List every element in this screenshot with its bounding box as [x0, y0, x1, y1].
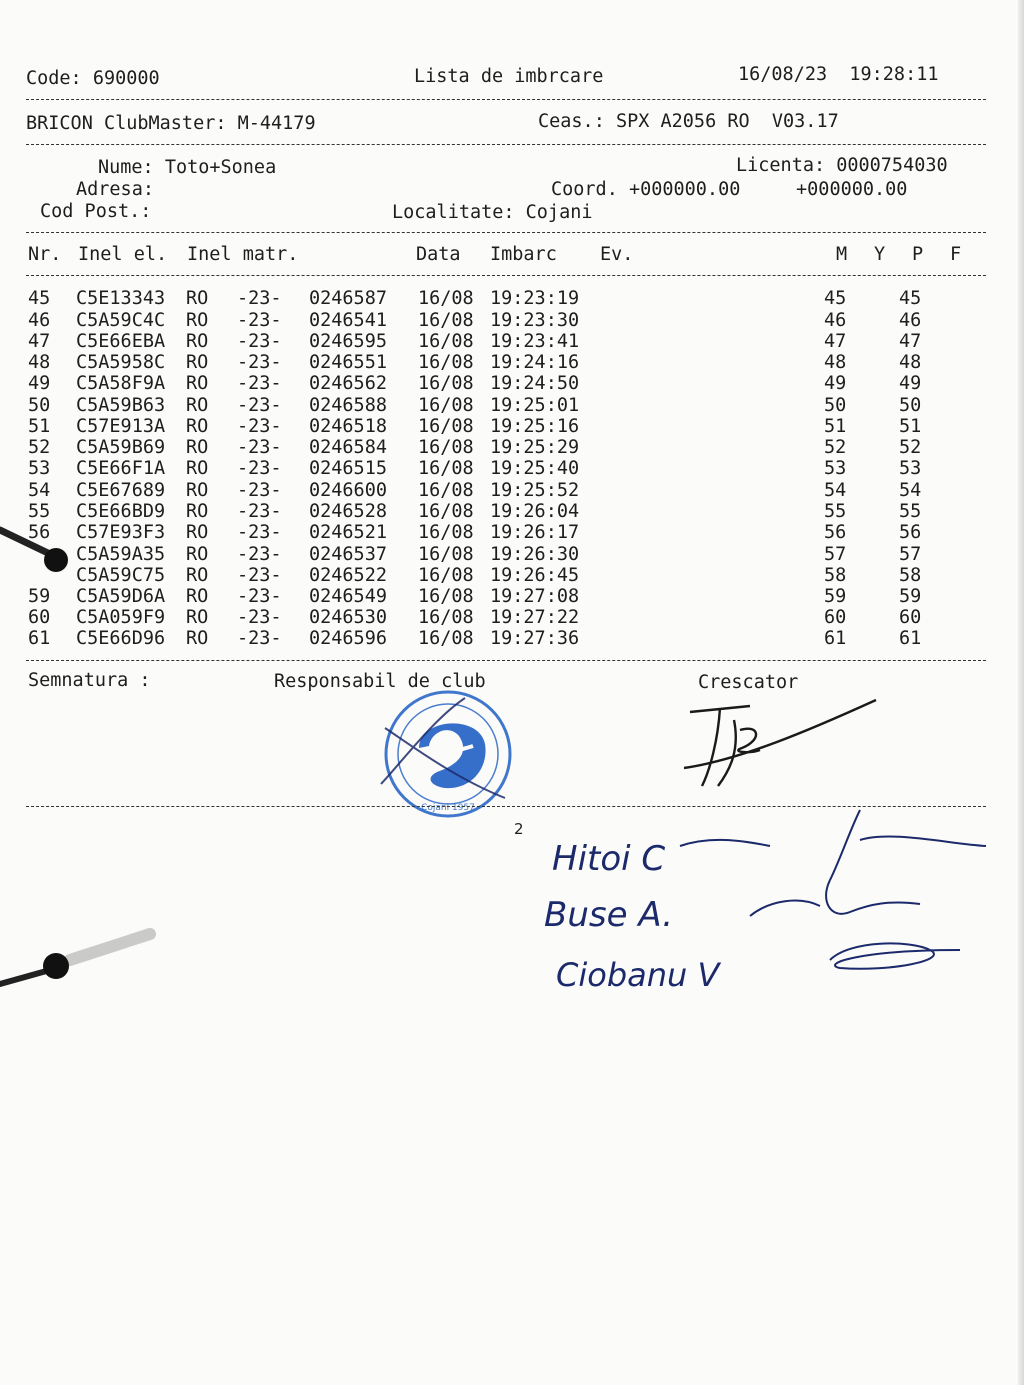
row-country: RO — [186, 480, 209, 501]
row-time: 19:23:41 — [490, 331, 580, 352]
row-time: 19:27:08 — [490, 586, 580, 607]
row-nr: 53 — [28, 458, 51, 479]
row-m: 54 — [824, 480, 847, 501]
col-ev: Ev. — [600, 244, 634, 265]
row-time: 19:24:16 — [490, 352, 580, 373]
row-country: RO — [186, 586, 209, 607]
col-inel-matr: Inel matr. — [187, 244, 299, 265]
row-inel-el: C5E13343 — [76, 288, 166, 309]
row-p: 51 — [899, 416, 922, 437]
row-date: 16/08 — [418, 607, 474, 628]
table-row — [28, 522, 988, 543]
postal-code-label: Cod Post.: — [40, 201, 152, 222]
row-inel-matr: 0246528 — [309, 501, 387, 522]
signature-label: Semnatura : — [28, 670, 151, 691]
row-inel-el: C5A59C75 — [76, 565, 166, 586]
col-p: P — [912, 244, 924, 265]
clubmaster-id: BRICON ClubMaster: M-44179 — [26, 113, 316, 134]
row-nr: 55 — [28, 501, 51, 522]
table-row — [28, 607, 988, 628]
row-inel-el: C5A59B63 — [76, 395, 166, 416]
document-title: Lista de imbrcare — [414, 66, 604, 87]
row-m: 48 — [824, 352, 847, 373]
handwritten-witness-signatures — [530, 800, 990, 1010]
row-inel-el: C5A59B69 — [76, 437, 166, 458]
row-inel-el: C5A59D6A — [76, 586, 166, 607]
row-date: 16/08 — [418, 544, 474, 565]
row-inel-el: C5A5958C — [76, 352, 166, 373]
row-inel-matr: 0246587 — [309, 288, 387, 309]
row-p: 47 — [899, 331, 922, 352]
row-time: 19:26:45 — [490, 565, 580, 586]
table-row — [28, 310, 988, 331]
pen-tip-shadow — [0, 920, 160, 1000]
clock-id: Ceas.: SPX A2056 RO V03.17 — [538, 111, 839, 132]
row-time: 19:25:40 — [490, 458, 580, 479]
row-inel-matr: 0246549 — [309, 586, 387, 607]
row-inel-matr: 0246600 — [309, 480, 387, 501]
row-year: -23- — [237, 480, 282, 501]
row-m: 47 — [824, 331, 847, 352]
row-inel-matr: 0246596 — [309, 628, 387, 649]
row-nr: 54 — [28, 480, 51, 501]
row-country: RO — [186, 310, 209, 331]
row-year: -23- — [237, 352, 282, 373]
handwritten-name-2: Buse A. — [544, 895, 674, 935]
col-inel-el: Inel el. — [78, 244, 168, 265]
table-row — [28, 565, 988, 586]
row-date: 16/08 — [418, 458, 474, 479]
row-nr: 56 — [28, 522, 51, 543]
row-country: RO — [186, 501, 209, 522]
paper-edge — [1018, 0, 1024, 1385]
row-time: 19:26:30 — [490, 544, 580, 565]
row-date: 16/08 — [418, 288, 474, 309]
row-inel-el: C5A59C4C — [76, 310, 166, 331]
row-m: 55 — [824, 501, 847, 522]
row-date: 16/08 — [418, 480, 474, 501]
row-date: 16/08 — [418, 628, 474, 649]
row-m: 50 — [824, 395, 847, 416]
row-date: 16/08 — [418, 352, 474, 373]
table-row — [28, 352, 988, 373]
row-p: 49 — [899, 373, 922, 394]
row-country: RO — [186, 628, 209, 649]
row-p: 53 — [899, 458, 922, 479]
row-inel-matr: 0246551 — [309, 352, 387, 373]
row-year: -23- — [237, 373, 282, 394]
row-inel-matr: 0246562 — [309, 373, 387, 394]
row-country: RO — [186, 522, 209, 543]
divider — [26, 144, 986, 145]
row-inel-matr: 0246518 — [309, 416, 387, 437]
row-inel-el: C5A59A35 — [76, 544, 166, 565]
handwritten-name-3: Ciobanu V — [556, 956, 720, 994]
row-year: -23- — [237, 288, 282, 309]
row-year: -23- — [237, 544, 282, 565]
row-time: 19:25:29 — [490, 437, 580, 458]
breeder-label: Crescator — [698, 672, 799, 693]
col-imbarc: Imbarc — [490, 244, 557, 265]
row-m: 45 — [824, 288, 847, 309]
row-time: 19:26:04 — [490, 501, 580, 522]
breeder-signature — [680, 690, 880, 800]
row-p: 59 — [899, 586, 922, 607]
row-time: 19:25:16 — [490, 416, 580, 437]
row-inel-el: C57E913A — [76, 416, 166, 437]
row-m: 60 — [824, 607, 847, 628]
row-time: 19:24:50 — [490, 373, 580, 394]
row-p: 48 — [899, 352, 922, 373]
row-p: 50 — [899, 395, 922, 416]
divider — [26, 275, 986, 276]
row-m: 49 — [824, 373, 847, 394]
row-nr: 61 — [28, 628, 51, 649]
col-data: Data — [416, 244, 461, 265]
row-country: RO — [186, 395, 209, 416]
club-responsible-label: Responsabil de club — [274, 671, 486, 692]
row-year: -23- — [237, 628, 282, 649]
row-year: -23- — [237, 607, 282, 628]
row-p: 55 — [899, 501, 922, 522]
row-m: 56 — [824, 522, 847, 543]
row-time: 19:23:30 — [490, 310, 580, 331]
row-p: 61 — [899, 628, 922, 649]
print-datetime: 16/08/23 19:28:11 — [738, 64, 939, 85]
row-nr: 49 — [28, 373, 51, 394]
col-f: F — [950, 244, 962, 265]
row-date: 16/08 — [418, 437, 474, 458]
pen-tip-shadow — [0, 520, 80, 580]
row-year: -23- — [237, 437, 282, 458]
code-label: Code: 690000 — [26, 68, 160, 89]
row-date: 16/08 — [418, 331, 474, 352]
row-country: RO — [186, 437, 209, 458]
row-date: 16/08 — [418, 310, 474, 331]
row-inel-el: C5E66D96 — [76, 628, 166, 649]
row-date: 16/08 — [418, 395, 474, 416]
table-row — [28, 373, 988, 394]
row-nr: 48 — [28, 352, 51, 373]
row-p: 58 — [899, 565, 922, 586]
row-year: -23- — [237, 501, 282, 522]
table-row — [28, 437, 988, 458]
table-row — [28, 395, 988, 416]
row-m: 46 — [824, 310, 847, 331]
row-inel-matr: 0246595 — [309, 331, 387, 352]
row-country: RO — [186, 288, 209, 309]
row-inel-matr: 0246530 — [309, 607, 387, 628]
row-year: -23- — [237, 458, 282, 479]
row-time: 19:27:36 — [490, 628, 580, 649]
row-inel-matr: 0246588 — [309, 395, 387, 416]
divider — [26, 232, 986, 233]
table-row — [28, 416, 988, 437]
row-inel-el: C5E66F1A — [76, 458, 166, 479]
row-time: 19:26:17 — [490, 522, 580, 543]
row-date: 16/08 — [418, 501, 474, 522]
locality: Localitate: Cojani — [392, 202, 593, 223]
row-country: RO — [186, 352, 209, 373]
row-p: 46 — [899, 310, 922, 331]
row-time: 19:23:19 — [490, 288, 580, 309]
row-nr: 60 — [28, 607, 51, 628]
row-inel-el: C5A58F9A — [76, 373, 166, 394]
row-country: RO — [186, 373, 209, 394]
row-country: RO — [186, 607, 209, 628]
row-m: 58 — [824, 565, 847, 586]
row-date: 16/08 — [418, 586, 474, 607]
row-m: 57 — [824, 544, 847, 565]
table-header — [28, 244, 988, 265]
col-y: Y — [874, 244, 886, 265]
row-inel-matr: 0246515 — [309, 458, 387, 479]
row-p: 60 — [899, 607, 922, 628]
row-inel-el: C57E93F3 — [76, 522, 166, 543]
row-country: RO — [186, 416, 209, 437]
row-date: 16/08 — [418, 565, 474, 586]
row-time: 19:27:22 — [490, 607, 580, 628]
table-row — [28, 458, 988, 479]
svg-text:Cojani 1957: Cojani 1957 — [421, 803, 475, 813]
col-m: M — [836, 244, 848, 265]
row-year: -23- — [237, 310, 282, 331]
row-year: -23- — [237, 522, 282, 543]
divider — [26, 660, 986, 661]
row-year: -23- — [237, 395, 282, 416]
row-date: 16/08 — [418, 416, 474, 437]
row-country: RO — [186, 458, 209, 479]
row-p: 54 — [899, 480, 922, 501]
row-country: RO — [186, 331, 209, 352]
row-m: 52 — [824, 437, 847, 458]
page-number: 2 — [514, 820, 524, 838]
row-inel-el: C5E66EBA — [76, 331, 166, 352]
owner-name: Nume: Toto+Sonea — [98, 157, 277, 178]
table-row — [28, 501, 988, 522]
row-date: 16/08 — [418, 522, 474, 543]
handwritten-name-1: Hitoi C — [552, 839, 666, 879]
row-time: 19:25:01 — [490, 395, 580, 416]
table-row — [28, 628, 988, 649]
row-nr: 50 — [28, 395, 51, 416]
row-time: 19:25:52 — [490, 480, 580, 501]
club-stamp — [375, 688, 521, 820]
row-p: 56 — [899, 522, 922, 543]
row-country: RO — [186, 565, 209, 586]
row-m: 51 — [824, 416, 847, 437]
row-p: 52 — [899, 437, 922, 458]
row-nr: 52 — [28, 437, 51, 458]
row-m: 61 — [824, 628, 847, 649]
row-nr: 47 — [28, 331, 51, 352]
table-row — [28, 288, 988, 309]
row-year: -23- — [237, 565, 282, 586]
row-inel-matr: 0246522 — [309, 565, 387, 586]
row-year: -23- — [237, 586, 282, 607]
row-year: -23- — [237, 331, 282, 352]
row-inel-el: C5E67689 — [76, 480, 166, 501]
row-inel-el: C5A059F9 — [76, 607, 166, 628]
row-nr: 59 — [28, 586, 51, 607]
license-number: Licenta: 0000754030 — [736, 155, 948, 176]
row-p: 45 — [899, 288, 922, 309]
row-nr: 46 — [28, 310, 51, 331]
row-nr: 45 — [28, 288, 51, 309]
table-row — [28, 544, 988, 565]
row-p: 57 — [899, 544, 922, 565]
row-m: 59 — [824, 586, 847, 607]
row-inel-matr: 0246537 — [309, 544, 387, 565]
row-year: -23- — [237, 416, 282, 437]
row-nr: 51 — [28, 416, 51, 437]
coordinates: Coord. +000000.00 +000000.00 — [551, 179, 908, 200]
table-row — [28, 586, 988, 607]
row-date: 16/08 — [418, 373, 474, 394]
row-inel-matr: 0246584 — [309, 437, 387, 458]
row-inel-matr: 0246541 — [309, 310, 387, 331]
row-country: RO — [186, 544, 209, 565]
row-m: 53 — [824, 458, 847, 479]
table-row — [28, 331, 988, 352]
address-label: Adresa: — [76, 179, 154, 200]
divider — [26, 99, 986, 100]
table-row — [28, 480, 988, 501]
row-inel-el: C5E66BD9 — [76, 501, 166, 522]
col-nr: Nr. — [28, 244, 62, 265]
row-inel-matr: 0246521 — [309, 522, 387, 543]
